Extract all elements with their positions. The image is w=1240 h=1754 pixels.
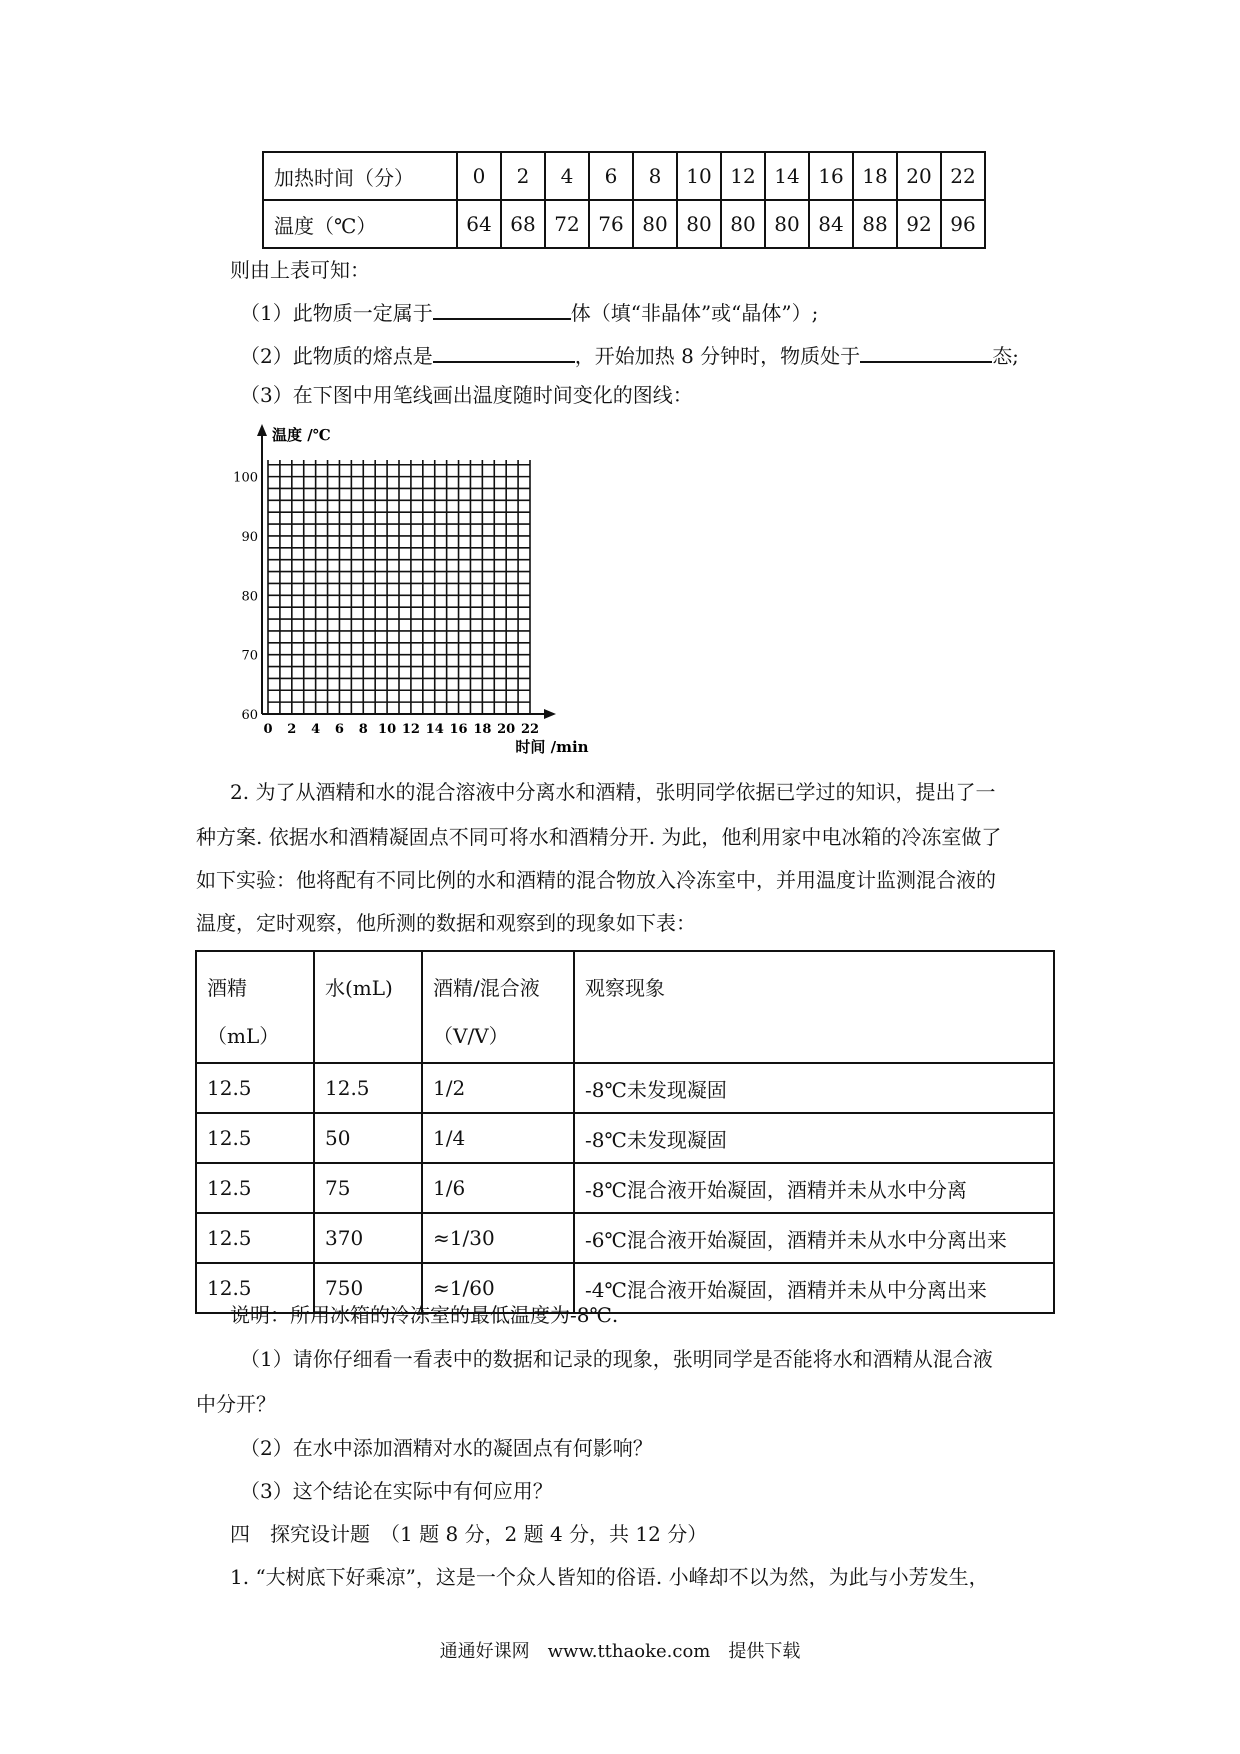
temperature-cell: 92 xyxy=(897,200,941,248)
x-tick-label: 6 xyxy=(334,722,344,737)
x-tick-label: 22 xyxy=(520,722,540,737)
temperature-cell: 64 xyxy=(457,200,501,248)
table-row xyxy=(263,200,985,248)
column-header xyxy=(422,951,574,1063)
table-cell: 12.5 xyxy=(196,1163,314,1213)
table-cell: -8℃未发现凝固 xyxy=(574,1063,1054,1113)
x-tick-label: 14 xyxy=(425,722,444,737)
table-cell: ≈1/60 xyxy=(422,1263,574,1313)
table-cell: 1/4 xyxy=(422,1113,574,1163)
temperature-cell: 80 xyxy=(677,200,721,248)
note-text: 说明：所用冰箱的冷冻室的最低温度为-8℃. xyxy=(230,1303,619,1327)
question-text: （1）此物质一定属于 xyxy=(240,301,433,325)
question-1-2 xyxy=(240,339,1019,370)
table-cell: 75 xyxy=(314,1163,422,1213)
section-question-1: 1. “大树底下好乘凉”，这是一个众人皆知的俗语. 小峰却不以为然，为此与小芳发生， xyxy=(230,1565,989,1589)
time-cell: 4 xyxy=(545,152,589,200)
temperature-cell: 88 xyxy=(853,200,897,248)
temperature-cell: 80 xyxy=(721,200,765,248)
experiment-table xyxy=(195,950,1055,1314)
x-tick-label: 0 xyxy=(263,722,273,737)
x-tick-label: 16 xyxy=(449,722,468,737)
x-tick-label: 18 xyxy=(473,722,492,737)
table-cell: 12.5 xyxy=(196,1263,314,1313)
paragraph-line: 种方案. 依据水和酒精凝固点不同可将水和酒精分开. 为此，他利用家中电冰箱的冷冻室做了 xyxy=(196,825,1002,849)
y-tick-label: 80 xyxy=(241,589,258,605)
x-tick-label: 8 xyxy=(358,722,368,737)
question-2-1-line: 中分开？ xyxy=(196,1392,276,1416)
temperature-cell: 76 xyxy=(589,200,633,248)
temperature-cell: 80 xyxy=(633,200,677,248)
y-axis-label: 温度 /℃ xyxy=(272,426,331,444)
table-cell: 12.5 xyxy=(196,1113,314,1163)
x-tick-label: 12 xyxy=(401,722,420,737)
question-1-1 xyxy=(240,296,818,327)
time-cell: 20 xyxy=(897,152,941,200)
answer-blank[interactable] xyxy=(433,339,575,363)
table-cell: 50 xyxy=(314,1113,422,1163)
y-tick-label: 100 xyxy=(233,470,258,486)
y-axis-arrow xyxy=(257,424,267,436)
time-cell: 16 xyxy=(809,152,853,200)
answer-blank[interactable] xyxy=(433,296,571,320)
column-header-line: （V/V） xyxy=(433,1024,509,1048)
temperature-time-chart[interactable] xyxy=(220,420,640,760)
time-cell: 10 xyxy=(677,152,721,200)
time-cell: 6 xyxy=(589,152,633,200)
temperature-row-header: 温度（℃） xyxy=(263,200,457,248)
time-row-header: 加热时间（分） xyxy=(263,152,457,200)
table-cell: 1/6 xyxy=(422,1163,574,1213)
temperature-cell: 96 xyxy=(941,200,985,248)
table-cell: -6℃混合液开始凝固，酒精并未从水中分离出来 xyxy=(574,1213,1054,1263)
intro-text: 则由上表可知： xyxy=(230,258,370,282)
paragraph-line: 如下实验：他将配有不同比例的水和酒精的混合物放入冷冻室中，并用温度计监测混合液的 xyxy=(196,868,996,892)
table-row xyxy=(196,1163,1054,1213)
table-cell: 370 xyxy=(314,1213,422,1263)
question-text: （2）此物质的熔点是 xyxy=(240,344,433,368)
table-cell: 12.5 xyxy=(196,1213,314,1263)
question-2-2: （2）在水中添加酒精对水的凝固点有何影响？ xyxy=(240,1436,653,1460)
section-title: 四 探究设计题 （1 题 8 分，2 题 4 分，共 12 分） xyxy=(230,1522,708,1546)
column-header: 酒精（mL） xyxy=(196,951,314,1063)
x-tick-label: 4 xyxy=(311,722,321,737)
table-row xyxy=(263,152,985,200)
chart-grid xyxy=(268,460,530,714)
paragraph-line: 2. 为了从酒精和水的混合溶液中分离水和酒精，张明同学依据已学过的知识，提出了一 xyxy=(230,780,996,804)
time-cell: 22 xyxy=(941,152,985,200)
heating-data-table xyxy=(262,151,986,249)
question-text: 体（填“非晶体”或“晶体”）; xyxy=(570,301,819,325)
table-cell: 12.5 xyxy=(196,1063,314,1113)
temperature-cell: 72 xyxy=(545,200,589,248)
x-tick-label: 10 xyxy=(378,722,397,737)
column-header-line: 酒精/混合液 xyxy=(433,976,540,1000)
y-tick-label: 90 xyxy=(241,529,258,545)
paragraph-line: 温度，定时观察，他所测的数据和观察到的现象如下表： xyxy=(196,911,696,935)
question-1-3: （3）在下图中用笔线画出温度随时间变化的图线： xyxy=(240,383,693,407)
table-cell: -8℃未发现凝固 xyxy=(574,1113,1054,1163)
time-cell: 0 xyxy=(457,152,501,200)
x-tick-label: 20 xyxy=(497,722,516,737)
x-tick-label: 2 xyxy=(287,722,297,737)
temperature-cell: 68 xyxy=(501,200,545,248)
y-tick-label: 70 xyxy=(241,648,258,664)
table-cell: 12.5 xyxy=(314,1063,422,1113)
temperature-cell: 84 xyxy=(809,200,853,248)
chart-tick-labels xyxy=(233,471,539,737)
table-cell: 1/2 xyxy=(422,1063,574,1113)
question-2-3: （3）这个结论在实际中有何应用？ xyxy=(240,1479,553,1503)
time-cell: 14 xyxy=(765,152,809,200)
question-text: ，开始加热 8 分钟时，物质处于 xyxy=(574,344,861,368)
answer-blank[interactable] xyxy=(860,339,992,363)
question-2-1-line: （1）请你仔细看一看表中的数据和记录的现象，张明同学是否能将水和酒精从混合液 xyxy=(240,1347,993,1371)
time-cell: 12 xyxy=(721,152,765,200)
table-cell: -8℃混合液开始凝固，酒精并未从水中分离 xyxy=(574,1163,1054,1213)
table-row xyxy=(196,1113,1054,1163)
table-cell: 750 xyxy=(314,1263,422,1313)
time-cell: 8 xyxy=(633,152,677,200)
temperature-cell: 80 xyxy=(765,200,809,248)
time-cell: 2 xyxy=(501,152,545,200)
table-row xyxy=(196,1063,1054,1113)
table-row xyxy=(196,1213,1054,1263)
x-axis-arrow xyxy=(544,709,556,719)
question-text: 态; xyxy=(992,344,1019,368)
table-cell: ≈1/30 xyxy=(422,1213,574,1263)
time-cell: 18 xyxy=(853,152,897,200)
x-axis-label: 时间 /min xyxy=(515,738,589,756)
page-footer: 通通好课网 www.tthaoke.com 提供下载 xyxy=(439,1641,801,1662)
table-header-row xyxy=(196,951,1054,1063)
table-cell: -4℃混合液开始凝固，酒精并未从中分离出来 xyxy=(574,1263,1054,1313)
y-tick-label: 60 xyxy=(241,708,258,723)
column-header: 观察现象 xyxy=(574,951,1054,1063)
column-header: 水(mL) xyxy=(314,951,422,1063)
